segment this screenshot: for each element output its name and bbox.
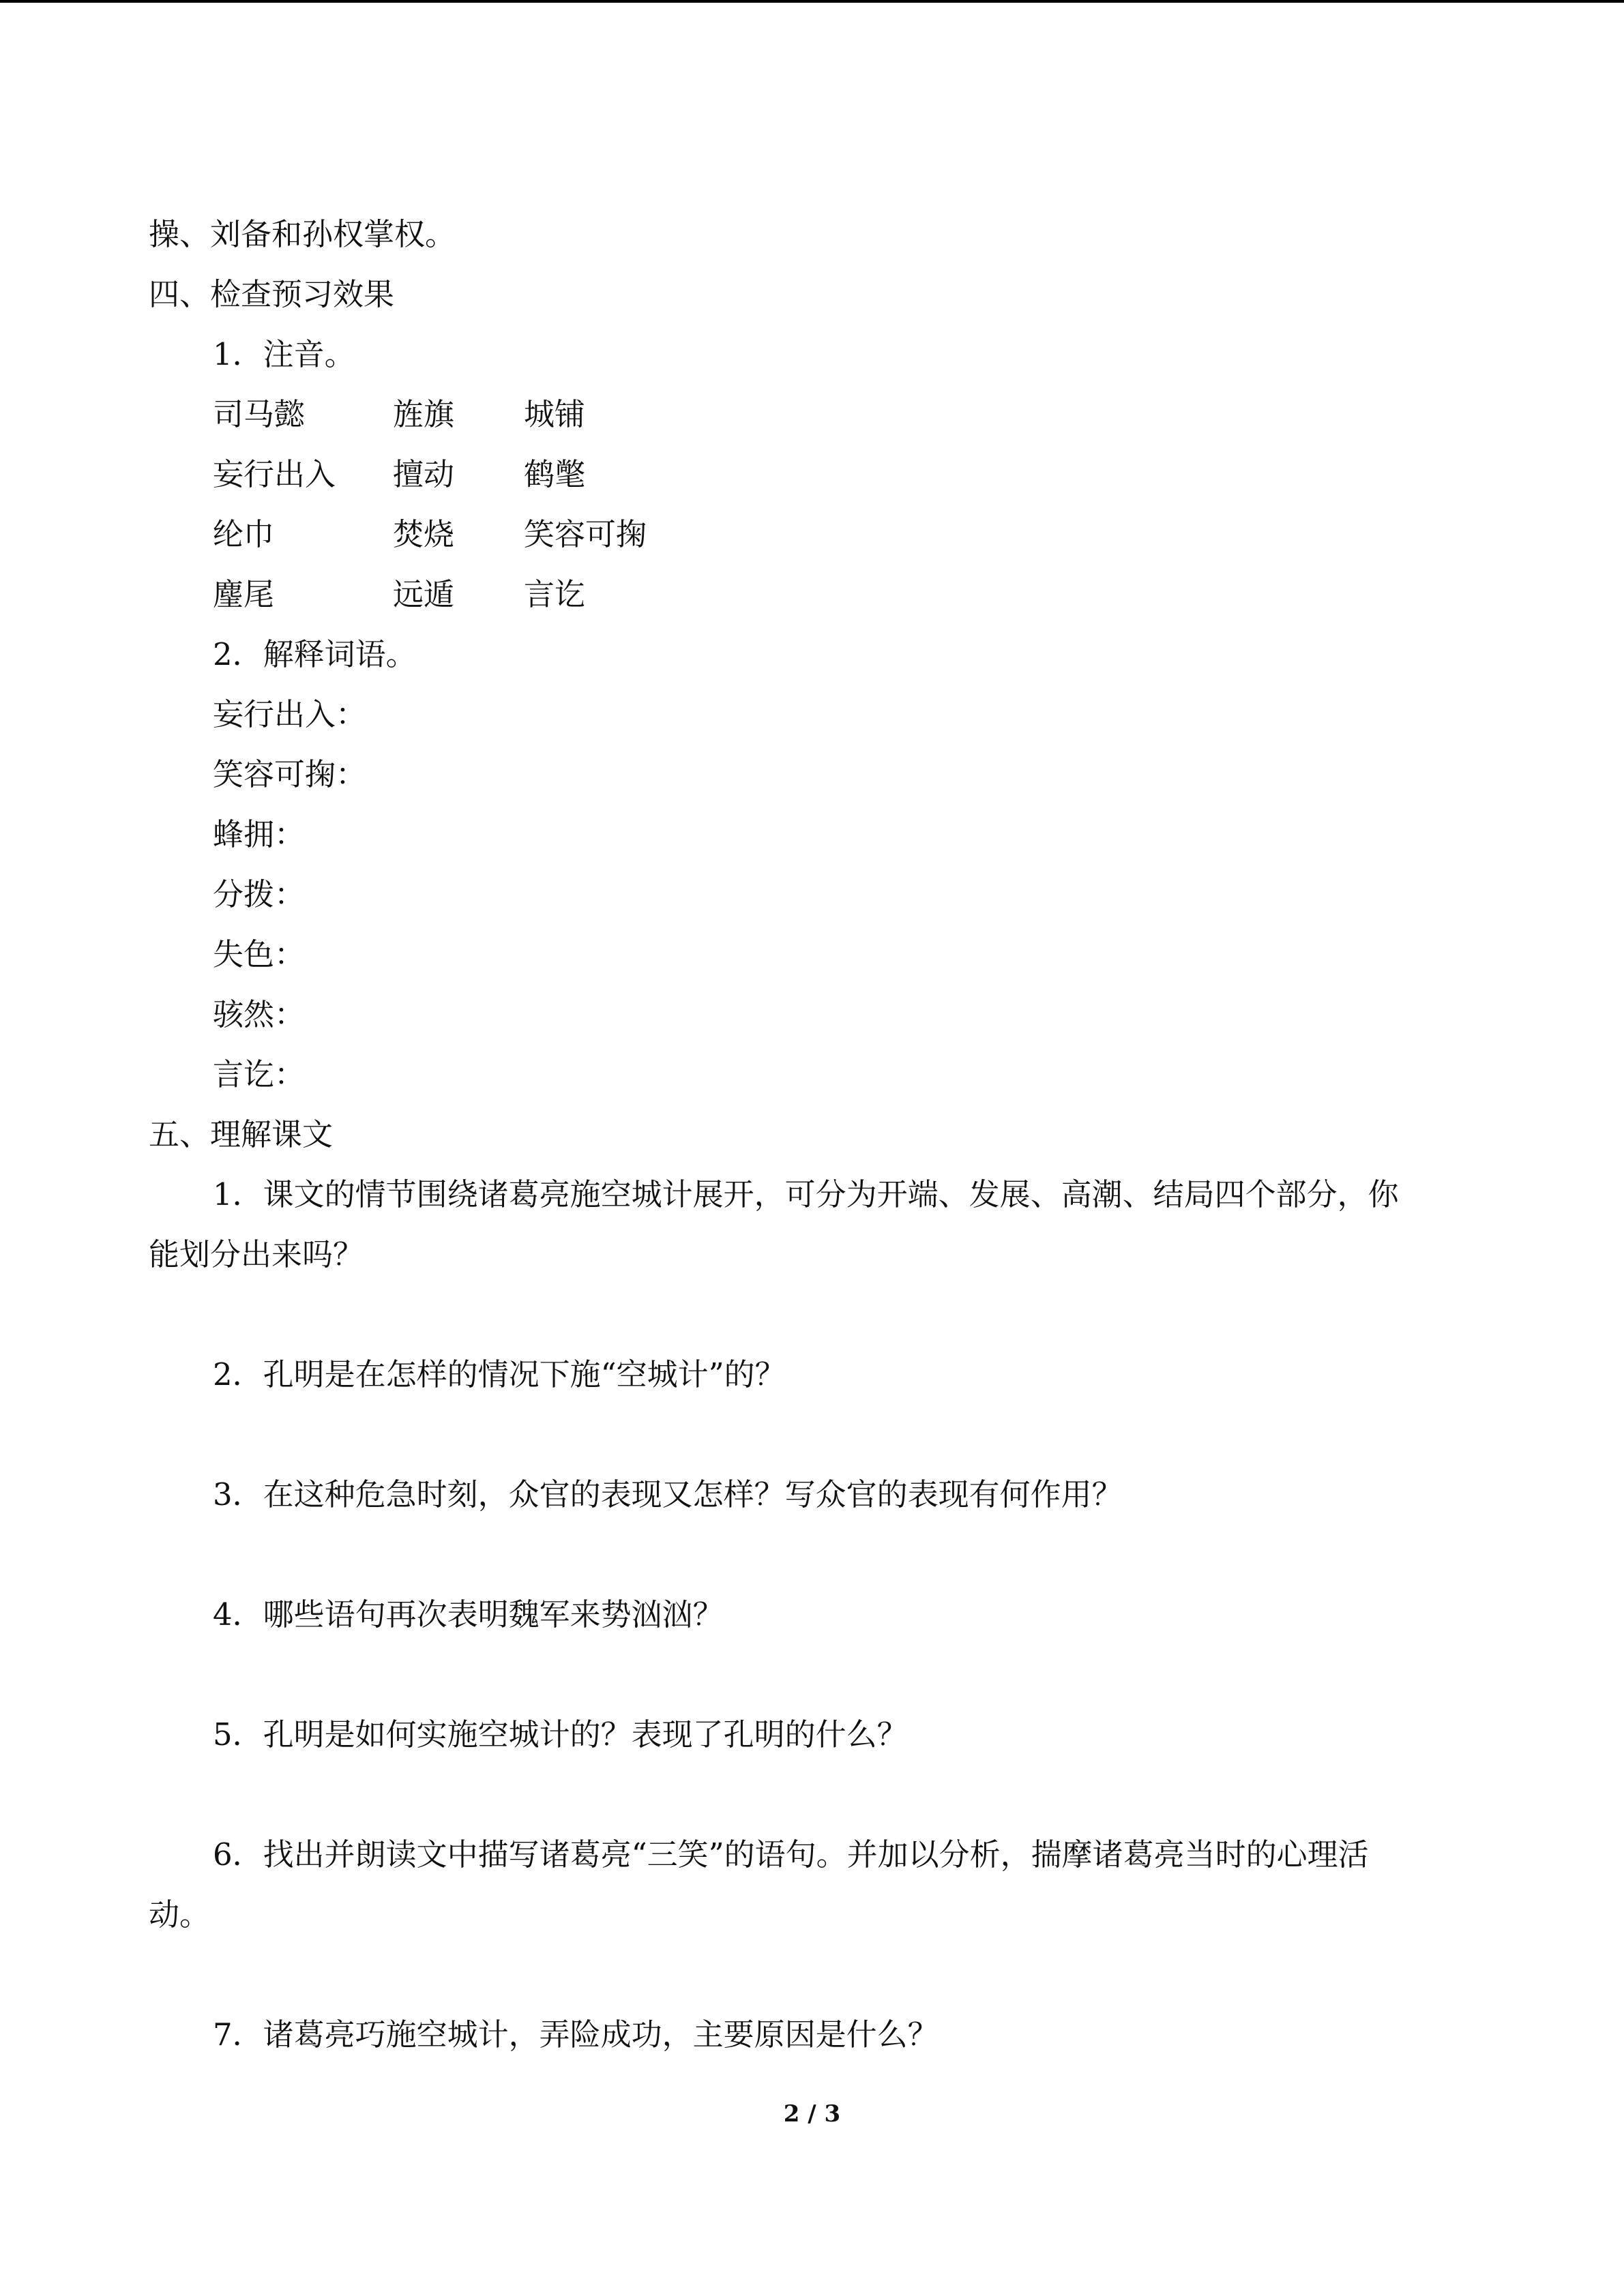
pinyin-word: 远遁: [393, 576, 455, 612]
page-number: 2 / 3: [783, 2100, 841, 2128]
term-item: 妄行出入：: [213, 696, 367, 732]
pinyin-word: 旌旗: [393, 396, 455, 432]
question-explain-words: 2．解释词语。: [213, 636, 417, 672]
pinyin-word: 妄行出入: [213, 456, 336, 492]
term-item: 骇然：: [213, 996, 306, 1032]
term-item: 言讫：: [213, 1056, 306, 1092]
comprehension-question: 3．在这种危急时刻，众官的表现又怎样？写众官的表现有何作用？: [213, 1476, 1123, 1512]
comprehension-question: 5．孔明是如何实施空城计的？表现了孔明的什么？: [213, 1716, 908, 1753]
pinyin-word: 笑容可掬: [524, 516, 647, 552]
pinyin-word: 焚烧: [393, 516, 455, 552]
section-heading-understand-text: 五、理解课文: [149, 1116, 334, 1152]
continuation-text: 操、刘备和孙权掌权。: [149, 216, 456, 252]
pinyin-word: 城铺: [524, 396, 586, 432]
comprehension-question: 4．哪些语句再次表明魏军来势汹汹？: [213, 1596, 724, 1632]
term-item: 笑容可掬：: [213, 756, 367, 792]
comprehension-question: 2．孔明是在怎样的情况下施“空城计”的？: [213, 1356, 786, 1392]
pinyin-word: 擅动: [393, 456, 455, 492]
comprehension-question: 7．诸葛亮巧施空城计，弄险成功，主要原因是什么？: [213, 2016, 939, 2053]
term-item: 失色：: [213, 936, 306, 972]
comprehension-question-continuation: 动。: [149, 1896, 211, 1933]
comprehension-question-continuation: 能划分出来吗？: [149, 1236, 364, 1272]
question-pinyin: 1．注音。: [213, 336, 355, 372]
comprehension-question: 1．课文的情节围绕诸葛亮施空城计展开，可分为开端、发展、高潮、结局四个部分，你: [213, 1176, 1399, 1212]
pinyin-word: 司马懿: [213, 396, 306, 432]
pinyin-word: 鹤氅: [524, 456, 586, 492]
term-item: 蜂拥：: [213, 816, 306, 852]
term-item: 分拨：: [213, 876, 306, 912]
pinyin-word: 纶巾: [213, 516, 275, 552]
section-heading-preview-check: 四、检查预习效果: [149, 276, 395, 312]
pinyin-word: 言讫: [524, 576, 586, 612]
comprehension-question: 6．找出并朗读文中描写诸葛亮“三笑”的语句。并加以分析，揣摩诸葛亮当时的心理活: [213, 1836, 1369, 1873]
page-top-border: [0, 0, 1624, 3]
pinyin-word: 麈尾: [213, 576, 275, 612]
